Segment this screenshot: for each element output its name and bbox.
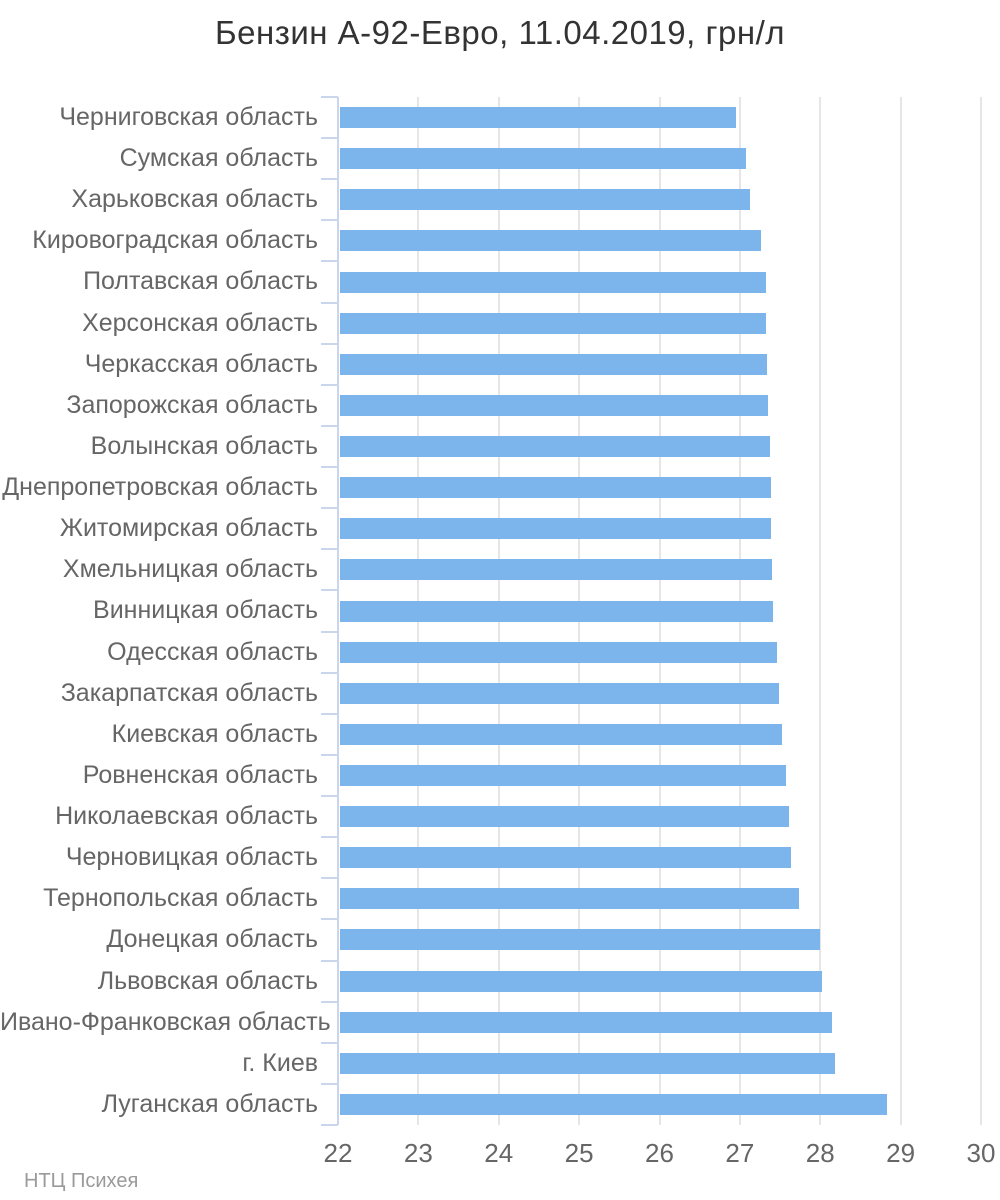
category-tick [321,137,338,139]
bar-20[interactable] [340,888,799,909]
category-label-23: Ивано-Франковская область [0,1007,331,1036]
x-tick-label-27: 27 [725,1138,755,1168]
category-label-20: Тернопольская область [43,884,318,913]
bar-7[interactable] [340,354,767,375]
bar-15[interactable] [340,683,779,704]
category-tick [321,507,338,509]
gridline-29 [900,97,902,1125]
category-tick [321,96,338,98]
bar-24[interactable] [340,1053,835,1074]
category-label-19: Черновицкая область [65,843,318,872]
category-label-6: Херсонская область [82,308,318,337]
category-tick [321,836,338,838]
category-label-11: Житомирская область [59,514,318,543]
category-label-24: г. Киев [242,1048,318,1077]
category-tick [321,589,338,591]
bar-11[interactable] [340,518,771,539]
category-tick [321,466,338,468]
category-tick [321,631,338,633]
category-label-1: Черниговская область [59,103,318,131]
category-label-25: Луганская область [101,1089,318,1118]
category-label-9: Волынская область [90,431,318,460]
bar-3[interactable] [340,189,750,210]
bar-8[interactable] [340,395,768,416]
category-tick [321,672,338,674]
bar-14[interactable] [340,642,777,663]
category-label-4: Кировоградская область [32,226,318,255]
x-tick-label-29: 29 [886,1138,916,1168]
bar-4[interactable] [340,230,761,251]
gridline-30 [980,97,982,1125]
bar-17[interactable] [340,765,786,786]
bar-13[interactable] [340,601,773,622]
category-tick [321,1124,338,1126]
category-tick [321,219,338,221]
plot-area [338,97,981,1125]
x-tick-label-26: 26 [645,1138,674,1168]
category-label-12: Хмельницкая область [62,555,318,584]
category-label-10: Днепропетровская область [2,473,318,502]
x-tick-label-28: 28 [805,1138,835,1168]
category-label-8: Запорожская область [66,390,318,419]
x-tick-label-25: 25 [564,1138,594,1168]
category-tick [321,178,338,180]
credits-link[interactable]: НТЦ Психея [24,1170,139,1192]
category-label-15: Закарпатская область [60,678,318,707]
category-tick [321,754,338,756]
x-tick-label-23: 23 [403,1138,433,1168]
category-label-18: Николаевская область [55,802,318,831]
bar-12[interactable] [340,559,772,580]
category-label-21: Донецкая область [106,925,318,954]
category-label-17: Ровненская область [82,760,318,789]
category-tick [321,302,338,304]
category-tick [321,918,338,920]
category-label-3: Харьковская область [71,185,318,214]
category-label-7: Черкасская область [84,349,318,378]
bar-23[interactable] [340,1012,832,1033]
category-tick [321,877,338,879]
bar-19[interactable] [340,847,791,868]
category-label-5: Полтавская область [83,267,318,296]
category-tick [321,713,338,715]
category-tick [321,960,338,962]
category-axis [0,97,331,1125]
bar-6[interactable] [340,313,766,334]
category-label-14: Одесская область [107,637,318,666]
x-tick-label-22: 22 [323,1138,353,1168]
chart-title: Бензин А-92-Евро, 11.04.2019, грн/л [214,14,786,51]
x-tick-label-30: 30 [966,1138,996,1168]
value-axis [323,1136,996,1170]
category-label-13: Винницкая область [93,596,318,625]
bar-21[interactable] [340,929,820,950]
category-axis-line [337,97,339,1125]
bar-25[interactable] [340,1094,887,1115]
category-tick [321,795,338,797]
category-label-2: Сумская область [119,144,318,173]
category-tick [321,260,338,262]
category-tick [321,1083,338,1085]
category-tick [321,343,338,345]
category-tick [321,425,338,427]
category-label-22: Львовская область [97,966,318,995]
category-tick [321,1042,338,1044]
category-label-16: Киевская область [111,719,318,748]
category-tick [321,548,338,550]
category-tick [321,1001,338,1003]
bar-16[interactable] [340,724,782,745]
bar-2[interactable] [340,148,746,169]
bar-10[interactable] [340,477,771,498]
x-tick-label-24: 24 [484,1138,514,1168]
bar-5[interactable] [340,272,766,293]
bar-1[interactable] [340,107,736,128]
bar-9[interactable] [340,436,770,457]
bar-22[interactable] [340,971,822,992]
bar-18[interactable] [340,806,789,827]
category-tick [321,384,338,386]
